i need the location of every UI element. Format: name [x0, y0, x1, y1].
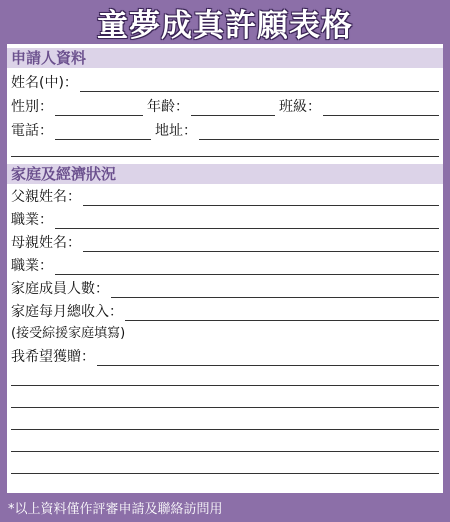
name-row: [11, 70, 439, 92]
father-job-row: [11, 207, 439, 229]
phone-address-row: [11, 118, 439, 140]
gender-field[interactable]: [55, 97, 143, 116]
income-row: [11, 299, 439, 321]
form-panel: [7, 44, 443, 493]
age-label: 年齡：: [147, 99, 189, 115]
mother-job-row: [11, 253, 439, 275]
wish-row: [11, 344, 439, 366]
gender-age-class-row: [11, 94, 439, 116]
father-name-label: 父親姓名：: [11, 189, 81, 205]
wish-field[interactable]: [97, 347, 439, 366]
members-field[interactable]: [111, 279, 439, 298]
name-field[interactable]: [80, 73, 439, 92]
members-label: 家庭成員人數：: [11, 281, 109, 297]
family-section-header: 家庭及經濟狀況: [7, 164, 443, 184]
gender-label: 性別：: [11, 99, 53, 115]
wish-line[interactable]: [11, 429, 439, 430]
mother-job-field[interactable]: [55, 256, 439, 275]
father-job-field[interactable]: [55, 210, 439, 229]
income-note: (接受綜援家庭填寫): [11, 326, 126, 341]
income-label: 家庭每月總收入：: [11, 304, 123, 320]
income-field[interactable]: [125, 302, 439, 321]
mother-name-label: 母親姓名：: [11, 235, 81, 251]
mother-name-field[interactable]: [83, 233, 439, 252]
phone-label: 電話：: [11, 123, 53, 139]
mother-name-row: [11, 230, 439, 252]
father-job-label: 職業：: [11, 212, 53, 228]
address-label: 地址：: [155, 123, 197, 139]
address-field[interactable]: [199, 121, 439, 140]
form-title: 童夢成真許願表格: [97, 7, 353, 44]
footer-note: *以上資料僅作評審申請及聯絡訪問用: [8, 502, 223, 517]
class-label: 班級：: [279, 99, 321, 115]
father-name-field[interactable]: [83, 187, 439, 206]
applicant-section-header: 申請人資料: [7, 48, 443, 68]
father-name-row: [11, 184, 439, 206]
wish-line[interactable]: [11, 385, 439, 386]
age-field[interactable]: [191, 97, 275, 116]
address-extra-line[interactable]: [11, 156, 439, 157]
members-row: [11, 276, 439, 298]
wish-line[interactable]: [11, 451, 439, 452]
class-field[interactable]: [323, 97, 439, 116]
phone-field[interactable]: [55, 121, 151, 140]
wish-line[interactable]: [11, 473, 439, 474]
name-label: 姓名(中)：: [11, 75, 78, 91]
mother-job-label: 職業：: [11, 258, 53, 274]
wish-label: 我希望獲贈：: [11, 349, 95, 365]
wish-line[interactable]: [11, 407, 439, 408]
